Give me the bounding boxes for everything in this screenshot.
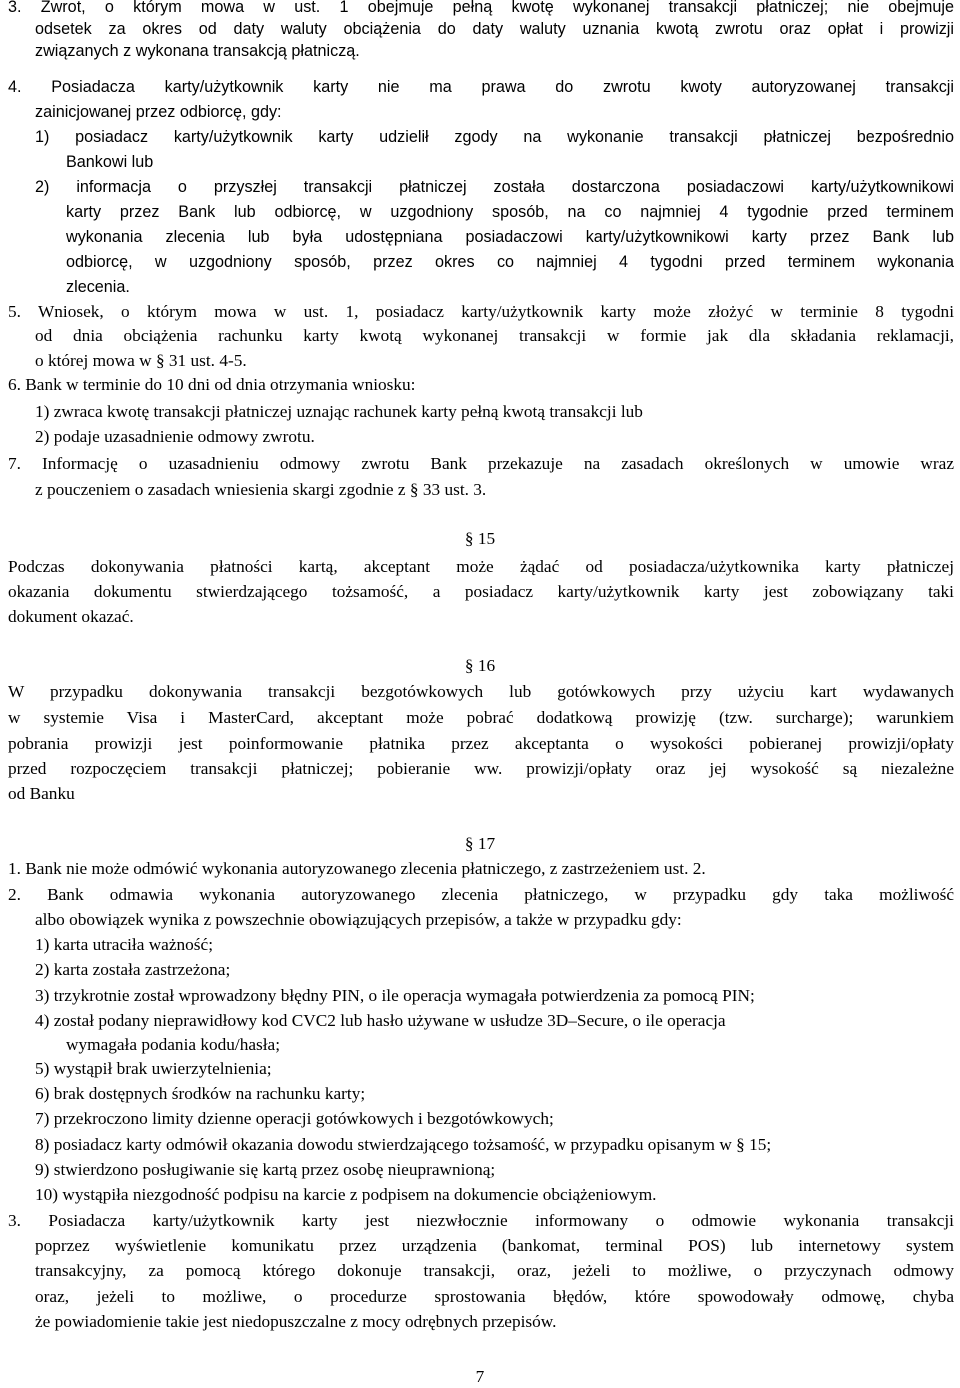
list-item: 1) karta utraciła ważność; [35, 935, 214, 954]
list-item: 7) przekroczono limity dzienne operacji gotówkowych i bezgotówkowych; [35, 1109, 554, 1128]
text-line: odsetek za okres od daty waluty obciążenia do daty waluty uznania kwotą zwrotu oraz opłat i prowizji [35, 20, 954, 38]
list-item: 4) został podany nieprawidłowy kod CVC2 lub hasło używane w usłudze 3D–Secure, o ile operacja [35, 1011, 726, 1030]
text-line: od Banku [8, 784, 75, 803]
list-item: 2) karta została zastrzeżona; [35, 960, 231, 979]
text-line: 6. Bank w terminie do 10 dni od dnia otrzymania wniosku: [8, 375, 416, 394]
list-item: 6) brak dostępnych środków na rachunku karty; [35, 1084, 366, 1103]
text-line: z pouczeniem o zasadach wniesienia skargi zgodnie z § 33 ust. 3. [35, 480, 487, 499]
text-line: zainicjowanej przez odbiorcę, gdy: [35, 103, 282, 121]
list-item: 3) trzykrotnie został wprowadzony błędny PIN, o ile operacja wymagała potwierdzenia za pomocą PIN; [35, 986, 755, 1005]
text-line: pobrania prowizji jest poinformowanie płatnika przez akceptanta o wysokości pobieranej prowizji/opłaty [8, 734, 954, 753]
section-heading: § 15 [464, 529, 496, 548]
section-heading: § 16 [464, 656, 496, 675]
text-line: 3. Zwrot, o którym mowa w ust. 1 obejmuje pełną kwotę wykonanej transakcji płatniczej; nie obejmuje [8, 0, 954, 16]
text-line: związanych z wykonana transakcją płatniczą. [35, 42, 360, 60]
text-line: w systemie Visa i MasterCard, akceptant może pobrać dodatkową prowizję (tzw. surcharge); warunkiem [8, 708, 954, 727]
text-line: wykonania zlecenia lub była udostępniana posiadaczowi karty/użytkownikowi karty przez Bank lub [66, 228, 954, 246]
text-line: transakcyjny, za pomocą którego dokonuje transakcji, oraz, jeżeli to możliwe, o przyczynach odmowy [35, 1261, 954, 1280]
list-item: 10) wystąpiła niezgodność podpisu na karcie z podpisem na dokumencie obciążeniowym. [35, 1185, 657, 1204]
text-line: zlecenia. [66, 278, 130, 296]
text-line: oraz, jeżeli to możliwe, o procedurze sprostowania błędów, które spowodowały odmowę, chyba [35, 1287, 954, 1306]
text-line: okazania dokumentu stwierdzającego tożsamość, a posiadacz karty/użytkownik karty jest zobowiązany taki [8, 582, 954, 601]
list-item: 8) posiadacz karty odmówił okazania dowodu stwierdzającego tożsamość, w przypadku opisanym w § 15; [35, 1135, 772, 1154]
text-line: 4. Posiadacza karty/użytkownik karty nie ma prawa do zwrotu kwoty autoryzowanej transakcji [8, 78, 954, 96]
text-line: poprzez wyświetlenie komunikatu przez urządzenia (bankomat, terminal POS) lub internetowy system [35, 1236, 954, 1255]
text-line: karty przez Bank lub odbiorcę, w uzgodniony sposób, na co najmniej 4 tygodnie przed terminem [66, 203, 954, 221]
text-line: odbiorcę, w uzgodniony sposób, przez okres co najmniej 4 tygodni przed terminem wykonania [66, 253, 954, 271]
text-line: dokument okazać. [8, 607, 134, 626]
text-line: 3. Posiadacza karty/użytkownik karty jest niezwłocznie informowany o odmowie wykonania transakcji [8, 1211, 954, 1230]
text-line: od dnia obciążenia rachunku karty kwotą wykonanej transakcji w formie jak dla składania reklamacji, [35, 326, 954, 345]
text-line: W przypadku dokonywania transakcji bezgotówkowych lub gotówkowych przy użyciu kart wydawanych [8, 682, 954, 701]
text-line: że powiadomienie takie jest niedopuszczalne z mocy odrębnych przepisów. [35, 1312, 557, 1331]
text-line: 2) podaje uzasadnienie odmowy zwrotu. [35, 427, 315, 446]
text-line: Podczas dokonywania płatności kartą, akceptant może żądać od posiadacza/użytkownika karty płatniczej [8, 557, 954, 576]
text-line: 1) posiadacz karty/użytkownik karty udzielił zgody na wykonanie transakcji płatniczej bezpośrednio [35, 128, 954, 146]
list-item: 5) wystąpił brak uwierzytelnienia; [35, 1059, 272, 1078]
list-item: 9) stwierdzono posługiwanie się kartą przez osobę nieuprawnioną; [35, 1160, 496, 1179]
text-line: Bankowi lub [66, 153, 154, 171]
page-number: 7 [475, 1367, 485, 1386]
text-line: przed rozpoczęciem transakcji płatniczej; pobieranie ww. prowizji/opłaty oraz jej wysokość są niezależne [8, 759, 954, 778]
text-line: 1) zwraca kwotę transakcji płatniczej uznając rachunek karty pełną kwotą transakcji lub [35, 402, 643, 421]
text-line: 5. Wniosek, o którym mowa w ust. 1, posiadacz karty/użytkownik karty może złożyć w terminie 8 tygodni [8, 302, 954, 321]
text-line: 1. Bank nie może odmówić wykonania autoryzowanego zlecenia płatniczego, z zastrzeżeniem ust. 2. [8, 859, 706, 878]
text-line: 2) informacja o przyszłej transakcji płatniczej została dostarczona posiadaczowi karty/użytkownikowi [35, 178, 954, 196]
text-line: 7. Informację o uzasadnieniu odmowy zwrotu Bank przekazuje na zasadach określonych w umowie wraz [8, 454, 954, 473]
text-line: o której mowa w § 31 ust. 4-5. [35, 351, 247, 370]
text-line: albo obowiązek wynika z powszechnie obowiązujących przepisów, a także w przypadku gdy: [35, 910, 682, 929]
text-line: 2. Bank odmawia wykonania autoryzowanego zlecenia płatniczego, w przypadku gdy taka możliwość [8, 885, 954, 904]
section-heading: § 17 [464, 834, 496, 853]
list-item: wymagała podania kodu/hasła; [66, 1035, 281, 1054]
